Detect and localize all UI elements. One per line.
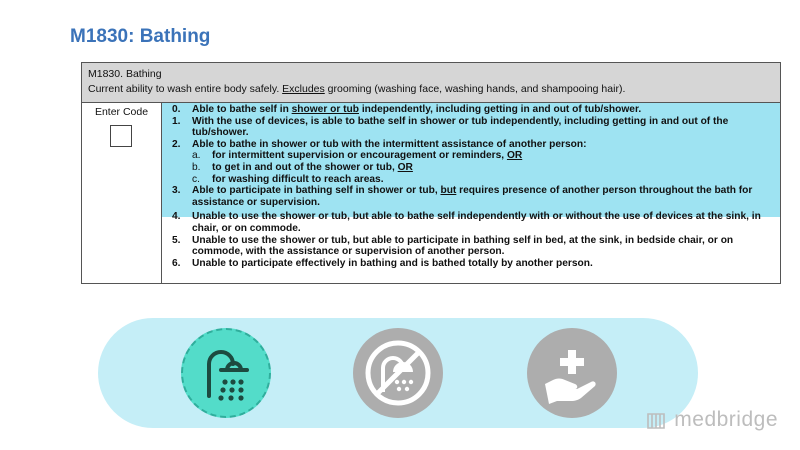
icon-bar (98, 318, 698, 428)
option-2: 2. Able to bathe in shower or tub with the intermittent assistance of another person: (172, 138, 587, 150)
option-2a: a. for intermittent supervision or encouragement or reminders, OR (192, 150, 523, 162)
page-title: M1830: Bathing (70, 26, 211, 47)
item-description: Current ability to wash entire body safely. Excludes grooming (washing face, washing hands, and shampooing hair). (88, 83, 626, 95)
enter-code-column (82, 103, 162, 283)
option-1: 1. With the use of devices, is able to bathe self in shower or tub independently, including getting in and out of the tub/shower. (172, 115, 729, 139)
enter-code-label: Enter Code (94, 106, 149, 118)
option-3: 3. Able to participate in bathing self in shower or tub, but requires presence of another person throughout the bath for assistance or supervision. (172, 185, 753, 208)
option-5: 5. Unable to use the shower or tub, but able to participate in bathing self in bed, at the sink, in bedside chair, or on commode, with the assistance or supervision of another person. (172, 234, 734, 258)
shower-icon-button[interactable] (181, 328, 271, 418)
option-0: 0. Able to bathe self in shower or tub independently, including getting in and out of tub/shower. (172, 104, 642, 115)
option-6: 6. Unable to participate effectively in bathing and is bathed totally by another person. (172, 257, 593, 269)
option-2c: c. for washing difficult to reach areas. (192, 173, 384, 185)
care-hand-icon (527, 328, 617, 418)
item-title: M1830. Bathing (88, 68, 162, 80)
option-2b: b. to get in and out of the shower or tub, OR (192, 161, 413, 173)
medbridge-logo-icon (645, 410, 667, 432)
oasis-form-item (81, 62, 781, 284)
option-4: 4. Unable to use the shower or tub, but able to bathe self independently with or without the use of devices at the sink, in chair, or on commode. (172, 211, 761, 234)
enter-code-input[interactable] (110, 125, 132, 147)
form-header (82, 63, 780, 103)
no-shower-icon-button[interactable] (353, 328, 443, 418)
brand-name: medbridge (674, 408, 778, 431)
response-options (162, 103, 780, 283)
care-hand-icon-button[interactable] (527, 328, 617, 418)
shower-icon (183, 330, 269, 416)
no-shower-icon (353, 328, 443, 418)
